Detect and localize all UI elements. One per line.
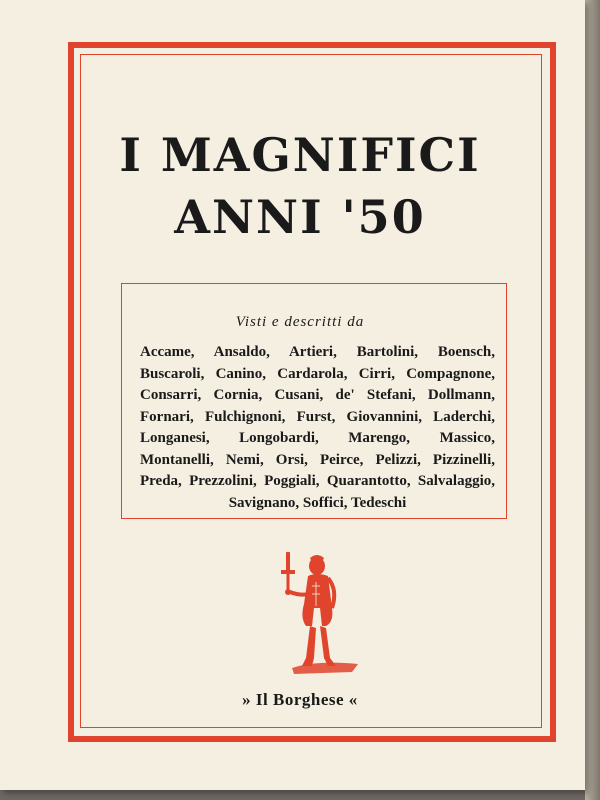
publisher-name: » Il Borghese « xyxy=(242,690,358,709)
title-line-2: ANNI '50 xyxy=(174,190,426,244)
man-with-candle-icon xyxy=(272,552,362,676)
book-edge xyxy=(585,0,600,800)
authors-list: Accame, Ansaldo, Artieri, Bartolini, Boensch, Buscaroli, Canino, Cardarola, Cirri, Compagnone, Consarri, Cornia, Cusani, de' Stefani, Dollmann, Fornari, Fulchignoni, Furst, Giovannini, Laderchi, Longanesi, Longobardi, Marengo, Massico, Montanelli, Nemi, Orsi, Peirce, Pelizzi, Pizzinelli, Preda, Prezzolini, Poggiali, Quarantotto, Salvalaggio, Savignano, Soffici, Tedeschi xyxy=(140,344,495,511)
subtitle: Visti e descritti da xyxy=(235,314,365,330)
title-line-1: I MAGNIFICI xyxy=(119,128,481,182)
